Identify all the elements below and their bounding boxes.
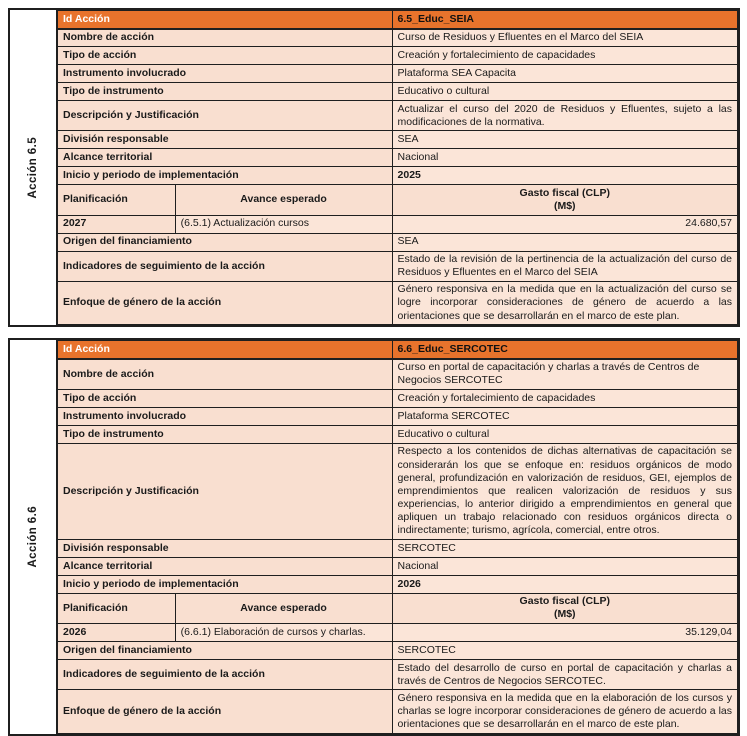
planning-header-row: [58, 185, 738, 215]
field-value: Curso en portal de capacitación y charlas a través de Centros de Negocios SERCOTEC: [392, 359, 737, 390]
id-accion-value: 6.5_Educ_SEIA: [392, 11, 737, 29]
field-label: División responsable: [58, 539, 393, 557]
field-label: Origen del financiamiento: [58, 642, 393, 660]
field-label: Tipo de instrumento: [58, 425, 393, 443]
table-row: [58, 47, 738, 65]
field-value: Plataforma SERCOTEC: [392, 407, 737, 425]
side-label-cell: [10, 340, 57, 734]
field-label: Indicadores de seguimiento de la acción: [58, 251, 393, 281]
table-row: [58, 389, 738, 407]
field-value: SERCOTEC: [392, 642, 737, 660]
field-label: Tipo de acción: [58, 389, 393, 407]
planning-avance: (6.6.1) Elaboración de cursos y charlas.: [175, 624, 392, 642]
field-label: Nombre de acción: [58, 359, 393, 390]
accion-6-5-table: [8, 8, 740, 327]
id-accion-label: Id Acción: [58, 11, 393, 29]
planning-header: Planificación: [58, 593, 176, 623]
accion-6-6-grid: [57, 340, 738, 734]
field-value: Plataforma SEA Capacita: [392, 65, 737, 83]
field-value: 2025: [392, 167, 737, 185]
field-label: Descripción y Justificación: [58, 443, 393, 539]
field-label: Enfoque de género de la acción: [58, 690, 393, 733]
avance-esperado-header: Avance esperado: [175, 185, 392, 215]
gasto-fiscal-header-line2: (M$): [553, 199, 576, 212]
field-label: Inicio y periodo de implementación: [58, 575, 393, 593]
planning-year: 2026: [58, 624, 176, 642]
field-value: Respecto a los contenidos de dichas alternativas de capacitación se considerarán los que se enfoque en: residuos orgánicos de modo general, profundización en valorización de residuos, GEI, ejemplos de emprendimientos que realicen valorización de residuos y sus experiencias, lo anterior dirigido a emprendimientos en general que apliquen un trabajo relacionado con residuos orgánicos directa o indirectamente; turismo, agrícola, comercial, entre otros.: [392, 443, 737, 539]
planning-avance: (6.5.1) Actualización cursos: [175, 215, 392, 233]
field-label: Alcance territorial: [58, 557, 393, 575]
field-label: Descripción y Justificación: [58, 101, 393, 131]
table-row: [58, 642, 738, 660]
side-label-text: Acción 6.6: [27, 506, 39, 568]
avance-esperado-header: Avance esperado: [175, 593, 392, 623]
accion-6-6-table: [8, 338, 740, 736]
table-row: [58, 65, 738, 83]
field-label: Alcance territorial: [58, 149, 393, 167]
table-row: [58, 359, 738, 390]
planning-header: Planificación: [58, 185, 176, 215]
table-row: [58, 281, 738, 324]
document-page: [8, 8, 740, 736]
planning-header-row: [58, 593, 738, 623]
planning-year: 2027: [58, 215, 176, 233]
field-label: Instrumento involucrado: [58, 65, 393, 83]
table-row: [58, 690, 738, 733]
planning-gasto: 24.680,57: [392, 215, 737, 233]
field-label: Tipo de acción: [58, 47, 393, 65]
field-label: Tipo de instrumento: [58, 83, 393, 101]
side-label-text: Acción 6.5: [27, 136, 39, 199]
field-label: Origen del financiamiento: [58, 233, 393, 251]
table-row: [58, 575, 738, 593]
field-value: Educativo o cultural: [392, 83, 737, 101]
field-label: Indicadores de seguimiento de la acción: [58, 660, 393, 690]
planning-entry-row: [58, 215, 738, 233]
table-row: [58, 557, 738, 575]
table-row: [58, 443, 738, 539]
field-label: Inicio y periodo de implementación: [58, 167, 393, 185]
side-label-cell: [10, 10, 57, 325]
table-row: [58, 251, 738, 281]
table-row: [58, 83, 738, 101]
field-value: SEA: [392, 233, 737, 251]
field-value: SERCOTEC: [392, 539, 737, 557]
field-value: Nacional: [392, 557, 737, 575]
planning-gasto: 35.129,04: [392, 624, 737, 642]
field-value: Creación y fortalecimiento de capacidades: [392, 389, 737, 407]
table-row: [58, 131, 738, 149]
gasto-fiscal-header-line1: Gasto fiscal (CLP): [519, 595, 610, 608]
field-label: Instrumento involucrado: [58, 407, 393, 425]
id-accion-label: Id Acción: [58, 341, 393, 359]
field-value: Curso de Residuos y Efluentes en el Marco del SEIA: [392, 29, 737, 47]
table-row: [58, 539, 738, 557]
gasto-fiscal-header-line1: Gasto fiscal (CLP): [519, 186, 610, 199]
field-label: División responsable: [58, 131, 393, 149]
field-value: Actualizar el curso del 2020 de Residuos y Efluentes, sujeto a las modificaciones de la normativa.: [392, 101, 737, 131]
field-value: Género responsiva en la medida que en la elaboración de los cursos y charlas se logre incorporar consideraciones de género de acuerdo a las orientaciones que se desarrollarán en el marco de este plan.: [392, 690, 737, 733]
table-row: [58, 29, 738, 47]
accion-6-5-grid: [57, 10, 738, 325]
field-value: Creación y fortalecimiento de capacidades: [392, 47, 737, 65]
field-value: Estado de la revisión de la pertinencia de la actualización del curso de Residuos y Efluentes en el Marco del SEIA: [392, 251, 737, 281]
gasto-fiscal-header: [392, 185, 737, 215]
field-value: Género responsiva en la medida que en la actualización del curso se logre incorporar consideraciones de género de acuerdo a las orientaciones que se desarrollarán en el marco de este plan.: [392, 281, 737, 324]
planning-entry-row: [58, 624, 738, 642]
table-row: [58, 660, 738, 690]
field-value: Nacional: [392, 149, 737, 167]
field-value: 2026: [392, 575, 737, 593]
table-row: [58, 149, 738, 167]
gasto-fiscal-header-line2: (M$): [553, 608, 576, 621]
table-row: [58, 101, 738, 131]
gasto-fiscal-header: [392, 593, 737, 623]
table-row: [58, 167, 738, 185]
field-value: Educativo o cultural: [392, 425, 737, 443]
id-accion-value: 6.6_Educ_SERCOTEC: [392, 341, 737, 359]
table-row: [58, 407, 738, 425]
table-row: [58, 233, 738, 251]
field-label: Enfoque de género de la acción: [58, 281, 393, 324]
field-value: Estado del desarrollo de curso en portal de capacitación y charlas a través de Centros de Negocios SERCOTEC.: [392, 660, 737, 690]
table-row: [58, 425, 738, 443]
field-label: Nombre de acción: [58, 29, 393, 47]
field-value: SEA: [392, 131, 737, 149]
